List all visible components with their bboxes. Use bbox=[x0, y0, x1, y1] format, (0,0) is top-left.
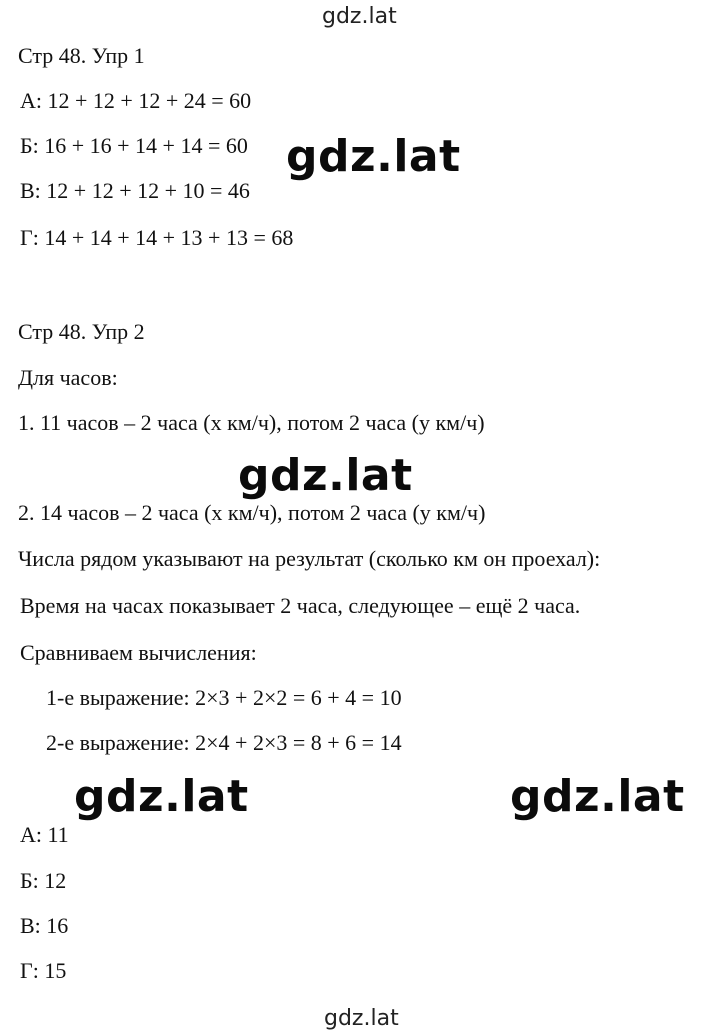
footer-watermark: gdz.lat bbox=[324, 1006, 399, 1031]
watermark-overlay-3: gdz.lat bbox=[74, 771, 249, 822]
watermark-overlay-4: gdz.lat bbox=[510, 771, 685, 822]
watermark-overlay-1: gdz.lat bbox=[286, 131, 461, 182]
exercise-2-time-note: Время на часах показывает 2 часа, следующее – ещё 2 часа. bbox=[20, 593, 581, 618]
exercise-2-answer-b: Б: 12 bbox=[20, 868, 67, 893]
exercise-1-title: Стр 48. Упр 1 bbox=[18, 43, 145, 68]
exercise-2-expression-2: 2-е выражение: 2×4 + 2×3 = 8 + 6 = 14 bbox=[46, 730, 402, 755]
exercise-1-line-v: В: 12 + 12 + 12 + 10 = 46 bbox=[20, 178, 250, 203]
exercise-1-line-b: Б: 16 + 16 + 14 + 14 = 60 bbox=[20, 133, 248, 158]
exercise-2-answer-g: Г: 15 bbox=[20, 958, 67, 983]
header-watermark: gdz.lat bbox=[322, 4, 397, 29]
exercise-2-item-1: 1. 11 часов – 2 часа (x км/ч), потом 2 часа (y км/ч) bbox=[18, 410, 485, 435]
exercise-2-intro: Для часов: bbox=[18, 365, 118, 390]
exercise-2-compare: Сравниваем вычисления: bbox=[20, 640, 257, 665]
exercise-1-line-g: Г: 14 + 14 + 14 + 13 + 13 = 68 bbox=[20, 225, 294, 250]
exercise-2-answer-a: А: 11 bbox=[20, 822, 69, 847]
exercise-2-title: Стр 48. Упр 2 bbox=[18, 319, 145, 344]
exercise-2-expression-1: 1-е выражение: 2×3 + 2×2 = 6 + 4 = 10 bbox=[46, 685, 402, 710]
exercise-2-note: Числа рядом указывают на результат (сколько км он проехал): bbox=[18, 546, 601, 571]
exercise-2-answer-v: В: 16 bbox=[20, 913, 69, 938]
exercise-2-item-2: 2. 14 часов – 2 часа (x км/ч), потом 2 часа (y км/ч) bbox=[18, 500, 486, 525]
exercise-1-line-a: А: 12 + 12 + 12 + 24 = 60 bbox=[20, 88, 252, 113]
watermark-overlay-2: gdz.lat bbox=[238, 450, 413, 501]
